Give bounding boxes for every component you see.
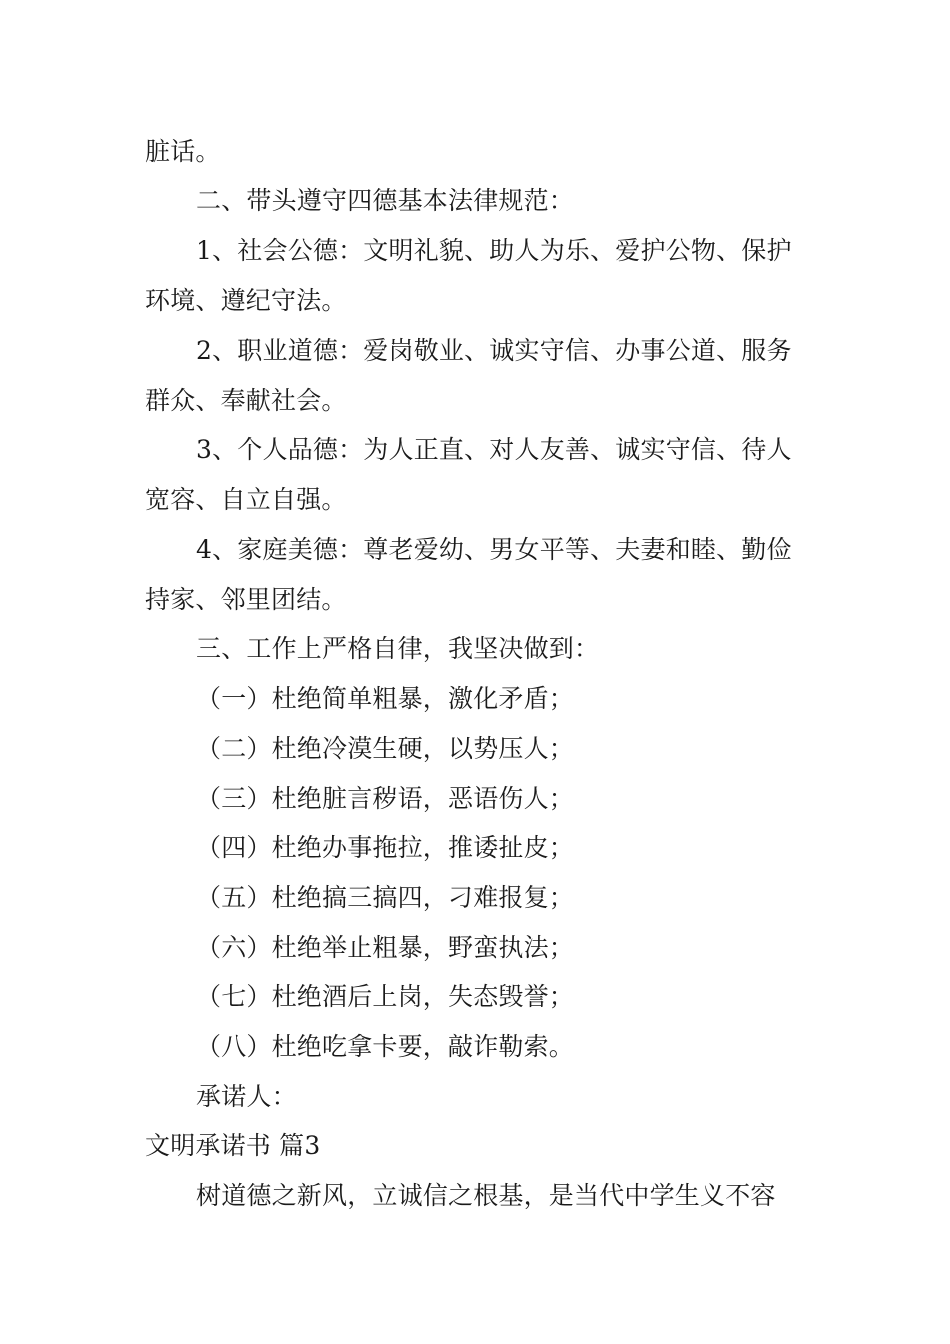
list-item: 2、职业道德：爱岗敬业、诚实守信、办事公道、服务 (196, 336, 792, 365)
paragraph-line: 环境、遵纪守法。 (145, 286, 347, 315)
list-item: （四）杜绝办事拖拉，推诿扯皮； (196, 833, 575, 862)
list-item: （二）杜绝冷漠生硬，以势压人； (196, 734, 575, 763)
paragraph-line: 群众、奉献社会。 (145, 386, 347, 415)
paragraph-line: 持家、邻里团结。 (145, 585, 347, 614)
section-heading: 三、工作上严格自律，我坚决做到： (196, 634, 600, 663)
list-item: 3、个人品德：为人正直、对人友善、诚实守信、待人 (196, 435, 792, 464)
list-item: 1、社会公德：文明礼貌、助人为乐、爱护公物、保护 (196, 236, 792, 265)
section-heading: 二、带头遵守四德基本法律规范： (196, 186, 575, 215)
list-item: （三）杜绝脏言秽语，恶语伤人； (196, 784, 575, 813)
list-item: （一）杜绝简单粗暴，激化矛盾； (196, 684, 575, 713)
list-item: （六）杜绝举止粗暴，野蛮执法； (196, 933, 575, 962)
signature-label: 承诺人： (196, 1082, 297, 1111)
list-item: （七）杜绝酒后上岗，失态毁誉； (196, 982, 575, 1011)
section-title: 文明承诺书 篇3 (145, 1131, 321, 1160)
paragraph-line: 脏话。 (145, 137, 221, 166)
list-item: （五）杜绝搞三搞四，刁难报复； (196, 883, 575, 912)
paragraph-line: 树道德之新风，立诚信之根基，是当代中学生义不容 (196, 1181, 776, 1210)
paragraph-line: 宽容、自立自强。 (145, 485, 347, 514)
list-item: （八）杜绝吃拿卡要，敲诈勒索。 (196, 1032, 575, 1061)
list-item: 4、家庭美德：尊老爱幼、男女平等、夫妻和睦、勤俭 (196, 535, 792, 564)
